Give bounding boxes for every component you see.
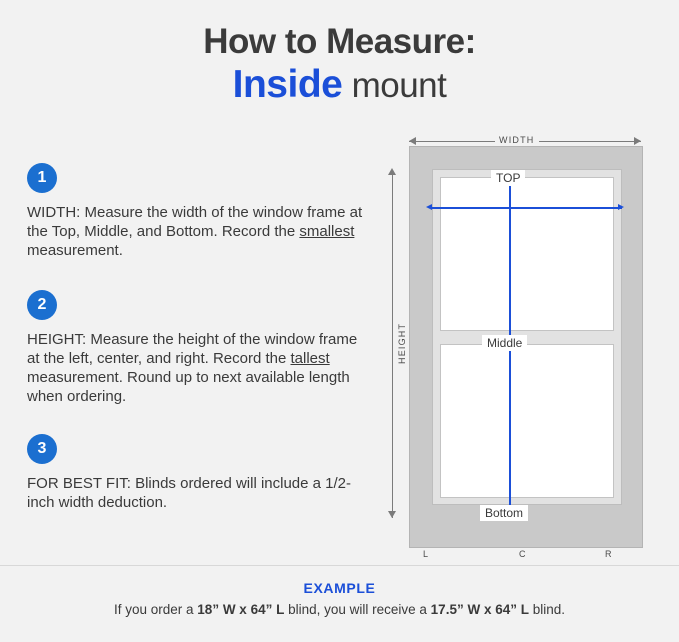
tick-label-left: L	[423, 549, 429, 559]
step-item-3	[27, 434, 377, 512]
example-order-size: 18” W x 64” L	[197, 602, 285, 617]
step-number-badge-1: 1	[27, 163, 57, 193]
width-axis-label: WIDTH	[495, 135, 539, 145]
example-text-part3: blind.	[528, 602, 565, 617]
tick-label-center: C	[519, 549, 526, 559]
height-axis-arrow-top	[388, 168, 396, 175]
title-accent-word: Inside	[232, 63, 343, 106]
step-text-2	[27, 330, 367, 406]
title-rest-word: mount	[342, 66, 447, 105]
label-top: TOP	[491, 170, 525, 186]
width-axis-arrow-right	[634, 137, 641, 145]
step-emphasis-2: tallest	[290, 350, 330, 367]
height-axis-label: HEIGHT	[397, 319, 407, 368]
step-text-after-1: measurement.	[27, 242, 123, 259]
step-number-badge-2: 2	[27, 290, 57, 320]
label-bottom: Bottom	[480, 505, 528, 521]
step-text-1	[27, 203, 367, 260]
step-label-2: HEIGHT:	[27, 331, 87, 348]
window-diagram	[378, 128, 658, 558]
example-text-part1: If you order a	[114, 602, 198, 617]
example-received-size: 17.5” W x 64” L	[430, 602, 529, 617]
step-text-after-2: measurement. Round up to next available length when ordering.	[27, 369, 350, 405]
window-pane-top	[440, 177, 614, 331]
step-text-before-1: Measure the width of the window frame at the Top, Middle, and Bottom. Record the	[27, 204, 363, 240]
page-title	[0, 22, 679, 109]
step-label-3: FOR BEST FIT:	[27, 475, 131, 492]
width-measure-arrow-right	[618, 204, 624, 210]
example-text-part2: blind, you will receive a	[284, 602, 431, 617]
step-item-2	[27, 290, 377, 406]
label-middle: Middle	[482, 335, 527, 351]
step-text-3	[27, 474, 367, 512]
title-line-secondary	[0, 62, 679, 109]
width-measure-arrow-left	[426, 204, 432, 210]
step-text-before-2: Measure the height of the window frame at the left, center, and right. Record the	[27, 331, 358, 367]
step-emphasis-1: smallest	[299, 223, 355, 240]
steps-list	[27, 163, 377, 532]
example-text	[0, 602, 679, 617]
step-item-1	[27, 163, 377, 260]
window-pane-bottom	[440, 344, 614, 498]
height-axis-arrow-bottom	[388, 511, 396, 518]
height-axis-line	[392, 173, 393, 518]
width-axis-arrow-left	[409, 137, 416, 145]
title-line-primary: How to Measure:	[203, 22, 476, 61]
step-number-badge-3: 3	[27, 434, 57, 464]
width-measure-line-top	[430, 207, 622, 209]
example-title: EXAMPLE	[303, 580, 376, 596]
tick-label-right: R	[605, 549, 612, 559]
step-label-1: WIDTH:	[27, 204, 81, 221]
example-footer	[0, 565, 679, 642]
step-text-before-3: Blinds ordered will include a 1/2-inch width deduction.	[27, 475, 352, 511]
